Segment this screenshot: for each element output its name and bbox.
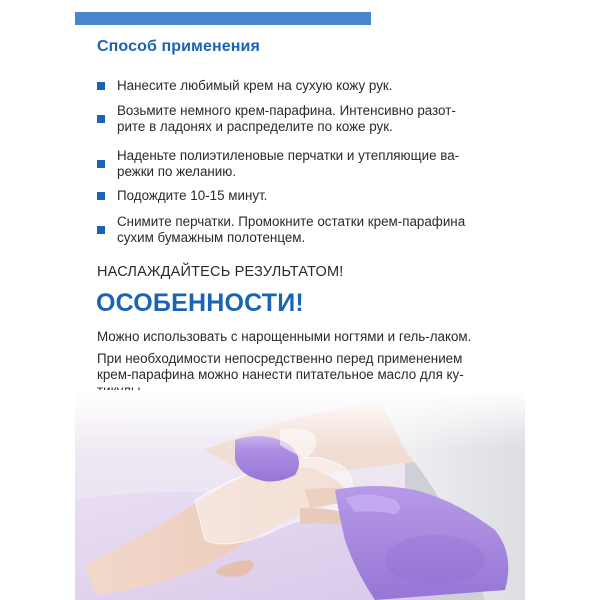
step-line: Возьмите немного крем-парафина. Интенсивно разот- xyxy=(117,103,456,118)
step-line: Подождите 10-15 минут. xyxy=(117,188,268,203)
square-bullet-icon xyxy=(97,160,105,168)
top-accent-bar xyxy=(75,12,371,25)
square-bullet-icon xyxy=(97,192,105,200)
usage-step-3 xyxy=(97,148,517,180)
usage-step-4 xyxy=(97,188,517,204)
step-line: режки по желанию. xyxy=(117,164,237,179)
enjoy-result-text: НАСЛАЖДАЙТЕСЬ РЕЗУЛЬТАТОМ! xyxy=(97,264,344,280)
square-bullet-icon xyxy=(97,82,105,90)
step-line: рите в ладонях и распределите по коже рук. xyxy=(117,119,393,134)
feature-line: При необходимости непосредственно перед применением xyxy=(97,351,463,366)
feature-item-1 xyxy=(97,329,517,345)
usage-step-5 xyxy=(97,214,517,246)
step-line: Снимите перчатки. Промокните остатки крем-парафина xyxy=(117,214,466,229)
feature-line: Можно использовать с нарощенными ногтями и гель-лаком. xyxy=(97,329,472,344)
step-line: Нанесите любимый крем на сухую кожу рук. xyxy=(117,78,393,93)
features-title: ОСОБЕННОСТИ! xyxy=(96,289,304,317)
step-line: сухим бумажным полотенцем. xyxy=(117,230,306,245)
photo-top-fade xyxy=(75,390,525,450)
square-bullet-icon xyxy=(97,115,105,123)
manicure-photo xyxy=(75,390,525,600)
usage-step-1 xyxy=(97,78,517,94)
usage-title: Способ применения xyxy=(97,38,260,55)
feature-line: крем-парафина можно нанести питательное масло для ку- xyxy=(97,367,464,382)
usage-step-2 xyxy=(97,103,517,135)
step-line: Наденьте полиэтиленовые перчатки и утепляющие ва- xyxy=(117,148,460,163)
square-bullet-icon xyxy=(97,226,105,234)
